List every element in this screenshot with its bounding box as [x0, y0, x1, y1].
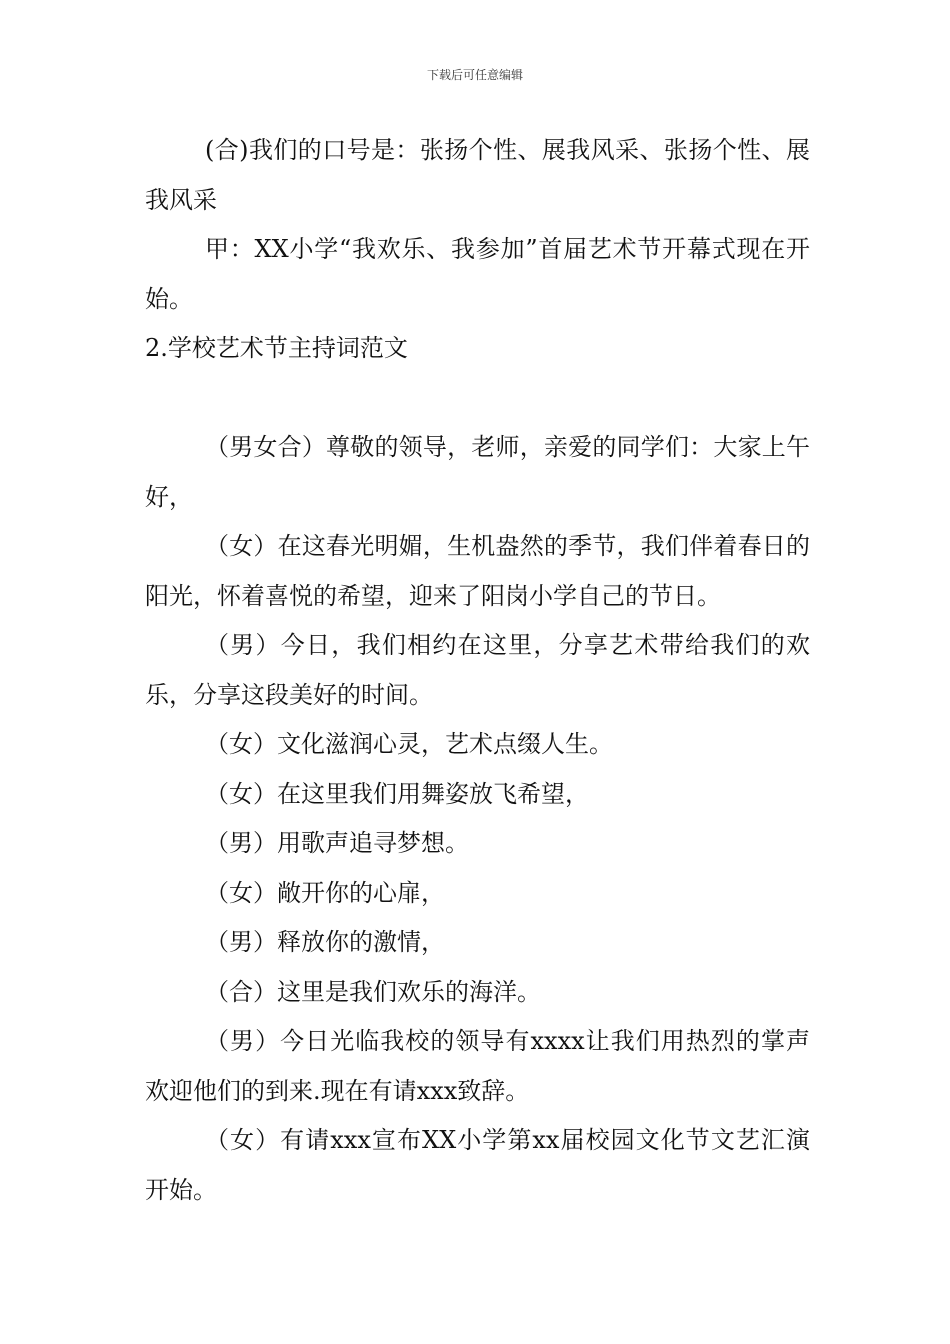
paragraph: (合)我们的口号是：张扬个性、展我风采、张扬个性、展我风采: [145, 136, 810, 214]
document-body: [145, 126, 810, 1215]
paragraph: （女）在这里我们用舞姿放飞希望，: [205, 779, 589, 808]
paragraph: （女）敞开你的心扉，: [205, 878, 445, 907]
paragraph: （男女合）尊敬的领导，老师，亲爱的同学们：大家上午好，: [145, 433, 810, 511]
page-header: 下载后可任意编辑: [426, 68, 523, 82]
paragraph: （男）释放你的激情，: [205, 928, 445, 956]
paragraph: （女）在这春光明媚，生机盎然的季节，我们伴着春日的阳光，怀着喜悦的希望，迎来了阳岗小学自己的节日。: [145, 532, 810, 610]
paragraph: （合）这里是我们欢乐的海洋。: [205, 977, 541, 1006]
paragraph: （男）今日，我们相约在这里，分享艺术带给我们的欢乐，分享这段美好的时间。: [145, 631, 810, 709]
paragraph: （女）有请xxx宣布XX小学第xx届校园文化节文艺汇演开始。: [145, 1126, 810, 1204]
paragraph: 甲：XX小学“我欢乐、我参加”首届艺术节开幕式现在开始。: [145, 235, 810, 313]
blank-line: [145, 374, 810, 424]
paragraph: （男）今日光临我校的领导有xxxx让我们用热烈的掌声欢迎他们的到来.现在有请xxx致辞。: [145, 1027, 810, 1105]
paragraph: （男）用歌声追寻梦想。: [205, 829, 469, 857]
paragraph: （女）文化滋润心灵，艺术点缀人生。: [205, 730, 613, 758]
section-heading: 2.学校艺术节主持词范文: [145, 334, 408, 362]
